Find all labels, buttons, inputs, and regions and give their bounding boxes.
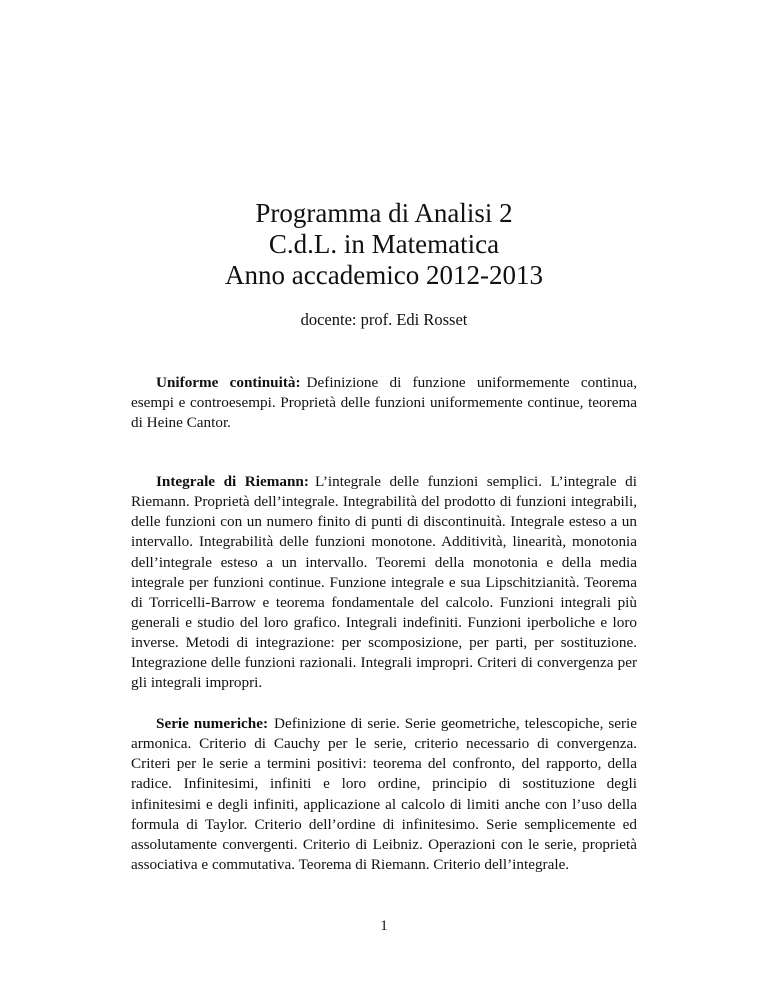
section-heading: Serie numeriche: — [156, 715, 269, 733]
section-body: Definizione di serie. Serie geometriche, telescopiche, serie armonica. Criterio di Cauchy per le serie, criterio necessario di convergenza. Criteri per le serie a termini positivi: teorema del confronto, del rapporto, della radice. Infinitesimi, infiniti e loro ordine, principio di sostituzione degli infinitesimi e degli infiniti, applicazione al calcolo di limiti anche con l’uso della formula di Taylor. Criterio dell’ordine di infinitesimo. Serie semplicemente ed assolutamente convergenti. Criterio di Leibniz. Operazioni con le serie, proprietà associativa e commutativa. Teorema di Riemann. Criterio dell’integrale. — [131, 715, 638, 873]
title-line-2: C.d.L. in Matematica — [268, 229, 500, 259]
section-uniforme-continuita — [131, 373, 637, 433]
section-heading: Uniforme continuità: — [156, 374, 301, 392]
section-heading: Integrale di Riemann: — [156, 473, 309, 491]
author-line: docente: prof. Edi Rosset — [300, 310, 468, 329]
title-line-1: Programma di Analisi 2 — [255, 198, 513, 228]
section-serie-numeriche — [131, 714, 637, 875]
section-body: Definizione di funzione uniformemente continua, esempi e controesempi. Proprietà delle funzioni uniformemente continue, teorema di Heine Cantor. — [131, 374, 637, 432]
section-body: L’integrale delle funzioni semplici. L’integrale di Riemann. Proprietà dell’integrale. Integrabilità del prodotto di funzioni integrabili, delle funzioni con un numero finito di punti di discontinuità. Integrale esteso a un intervallo. Integrabilità delle funzioni monotone. Additività, linearità, monotonia dell’integrale esteso a un intervallo. Teoremi della monotonia e della media integrale per funzioni continue. Funzione integrale e sua Lipschitzianità. Teorema di Torricelli-Barrow e teorema fondamentale del calcolo. Funzioni integrali più generali e studio del loro grafico. Integrali indefiniti. Funzioni iperboliche e loro inverse. Metodi di integrazione: per scomposizione, per parti, per sostituzione. Integrazione delle funzioni razionali. Integrali impropri. Criteri di convergenza per gli integrali impropri. — [131, 473, 637, 692]
section-integrale-di-riemann — [131, 472, 637, 693]
title-line-3: Anno accademico 2012-2013 — [225, 260, 543, 290]
page-number: 1 — [380, 918, 388, 934]
document-title — [0, 198, 768, 291]
